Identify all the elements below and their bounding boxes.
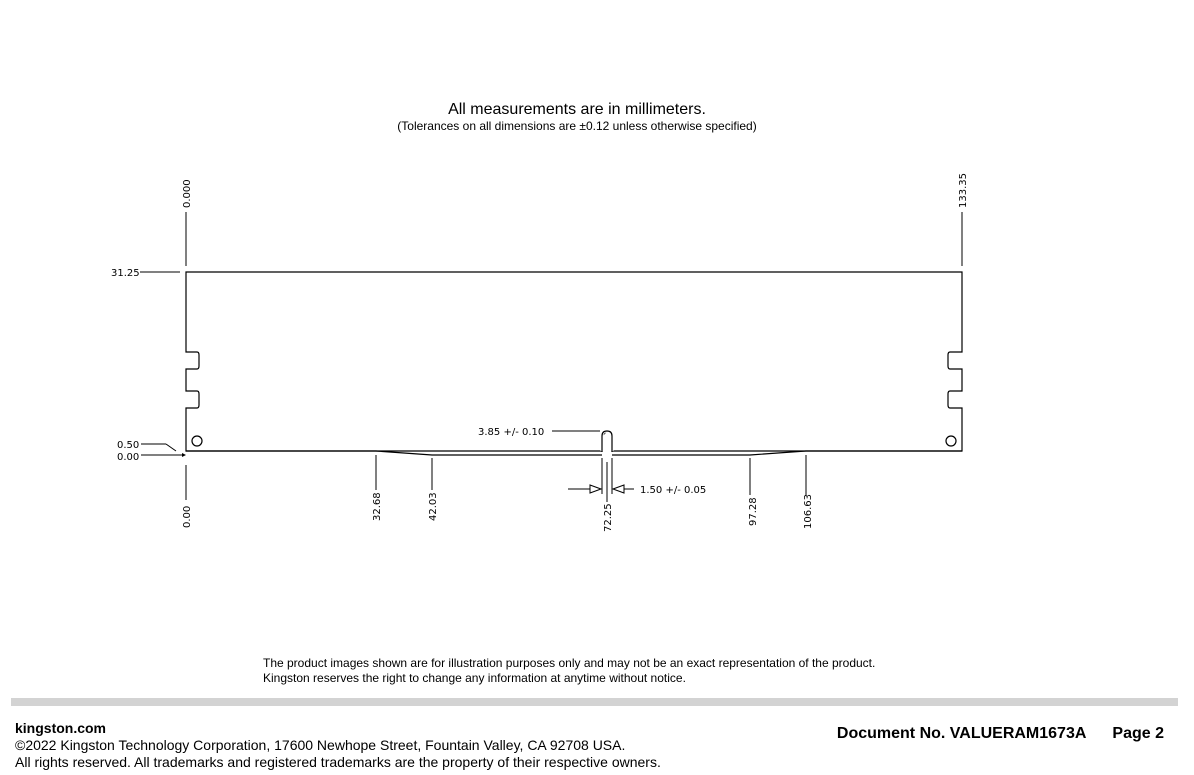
center-notch [602, 431, 612, 451]
dim-left-050: 0.50 [117, 440, 140, 451]
mounting-hole-right [946, 436, 956, 446]
tolerance-note: (Tolerances on all dimensions are ±0.12 unless otherwise specified) [397, 119, 757, 133]
dim-bottom-9728: 97.28 [748, 497, 759, 526]
module-outline [186, 272, 962, 451]
dim-height: 31.25 [111, 268, 140, 279]
dim-bottom-10663: 106.63 [803, 494, 814, 529]
rights-text: All rights reserved. All trademarks and registered trademarks are the property of their respective owners. [15, 754, 661, 770]
document-number: Document No. VALUERAM1673A [836, 725, 1087, 742]
dim-bottom-4203: 42.03 [428, 492, 439, 521]
dim-bottom-0: 0.00 [182, 505, 193, 528]
dim-bottom-7225: 72.25 [603, 503, 614, 532]
document-info [837, 725, 1164, 743]
disclaimer-line-2: Kingston reserves the right to change any information at anytime without notice. [263, 671, 686, 685]
dim-notch-width: 1.50 +/- 0.05 [640, 485, 707, 496]
disclaimer [263, 656, 875, 686]
dim-left-000: 0.00 [117, 452, 140, 463]
mounting-hole-left [192, 436, 202, 446]
page-number: Page 2 [1112, 725, 1164, 742]
website-link[interactable]: kingston.com [15, 720, 107, 736]
dim-notch-depth: 3.85 +/- 0.10 [478, 427, 545, 438]
disclaimer-line-1: The product images shown are for illustration purposes only and may not be an exact representation of the product. [263, 656, 876, 670]
footer-divider [11, 698, 1178, 706]
footer-info [15, 720, 661, 771]
dim-top-left: 0.000 [182, 179, 193, 208]
dim-top-right: 133.35 [958, 173, 969, 208]
copyright-text: ©2022 Kingston Technology Corporation, 17600 Newhope Street, Fountain Valley, CA 92708 USA. [15, 737, 626, 753]
dim-bottom-3268: 32.68 [372, 492, 383, 521]
measurement-note: All measurements are in millimeters. [448, 101, 706, 118]
